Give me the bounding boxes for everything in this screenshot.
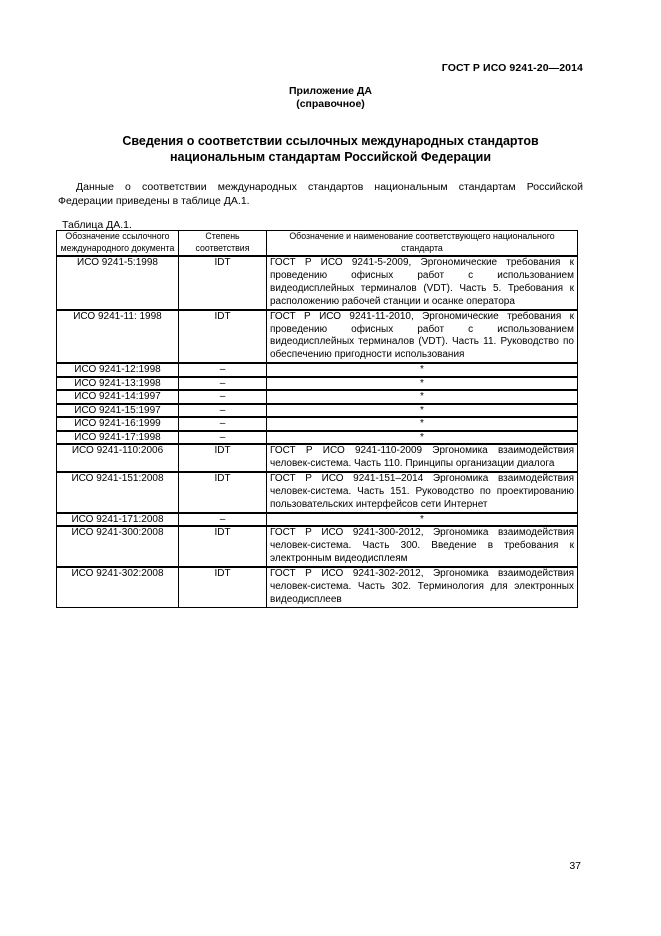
table-row xyxy=(57,256,578,310)
table-header-row xyxy=(57,231,578,257)
cell-international-code: ИСО 9241-13:1998 xyxy=(57,377,179,391)
cell-national-standard: * xyxy=(267,417,578,431)
cell-degree: – xyxy=(179,513,267,527)
correspondence-table xyxy=(56,230,578,608)
table-row xyxy=(57,310,578,364)
cell-degree: IDT xyxy=(179,567,267,607)
appendix-subtitle: (справочное) xyxy=(296,98,365,110)
cell-international-code: ИСО 9241-302:2008 xyxy=(57,567,179,607)
correspondence-table-container xyxy=(56,230,577,608)
table-row xyxy=(57,377,578,391)
section-title-line-1: Сведения о соответствии ссылочных международных стандартов xyxy=(122,134,539,148)
cell-national-standard: ГОСТ Р ИСО 9241-300-2012, Эргономика взаимодействия человек-система. Часть 300. Введение в требования к электронным видеодисплеям xyxy=(267,526,578,567)
cell-degree: – xyxy=(179,377,267,391)
appendix-title: Приложение ДА xyxy=(289,85,372,97)
cell-international-code: ИСО 9241-5:1998 xyxy=(57,256,179,310)
table-row xyxy=(57,472,578,513)
header-degree-of-correspondence: Степень соответствия xyxy=(179,231,267,257)
section-title xyxy=(0,133,661,165)
cell-degree: – xyxy=(179,390,267,404)
table-row xyxy=(57,567,578,607)
cell-national-standard: ГОСТ Р ИСО 9241-5-2009, Эргономические требования к проведению офисных работ с использованием видеодисплейных терминалов (VDT). Часть 5. Требования к расположению рабочей станции и осанке оператора xyxy=(267,256,578,310)
cell-international-code: ИСО 9241-14:1997 xyxy=(57,390,179,404)
cell-national-standard: * xyxy=(267,404,578,418)
cell-national-standard: ГОСТ Р ИСО 9241-151–2014 Эргономика взаимодействия человек-система. Часть 151. Руководство по проектированию пользовательских интерфейсов сети Интернет xyxy=(267,472,578,513)
cell-international-code: ИСО 9241-11: 1998 xyxy=(57,310,179,364)
cell-national-standard: ГОСТ Р ИСО 9241-302-2012, Эргономика взаимодействия человек-система. Часть 302. Терминология для электронных видеодисплеев xyxy=(267,567,578,607)
header-international-document: Обозначение ссылочного международного документа xyxy=(57,231,179,257)
cell-degree: – xyxy=(179,431,267,445)
page-number: 37 xyxy=(569,860,581,872)
table-row xyxy=(57,431,578,445)
cell-international-code: ИСО 9241-16:1999 xyxy=(57,417,179,431)
cell-national-standard: * xyxy=(267,431,578,445)
cell-national-standard: * xyxy=(267,363,578,377)
table-row xyxy=(57,513,578,527)
cell-international-code: ИСО 9241-171:2008 xyxy=(57,513,179,527)
cell-degree: IDT xyxy=(179,444,267,472)
cell-degree: IDT xyxy=(179,310,267,364)
document-header-code: ГОСТ Р ИСО 9241-20—2014 xyxy=(441,62,583,74)
cell-degree: IDT xyxy=(179,472,267,513)
cell-national-standard: * xyxy=(267,513,578,527)
cell-international-code: ИСО 9241-15:1997 xyxy=(57,404,179,418)
header-national-standard: Обозначение и наименование соответствующего национального стандарта xyxy=(267,231,578,257)
cell-national-standard: ГОСТ Р ИСО 9241-11-2010, Эргономические требования к проведению офисных работ с использованием видеодисплейных терминалов (VDT). Часть 11. Руководство по обеспечению пригодности использования xyxy=(267,310,578,364)
intro-paragraph: Данные о соответствии международных стандартов национальным стандартам Российской Федерации приведены в таблице ДА.1. xyxy=(58,181,583,207)
cell-national-standard: * xyxy=(267,377,578,391)
cell-international-code: ИСО 9241-17:1998 xyxy=(57,431,179,445)
cell-degree: IDT xyxy=(179,256,267,310)
cell-international-code: ИСО 9241-110:2006 xyxy=(57,444,179,472)
cell-international-code: ИСО 9241-12:1998 xyxy=(57,363,179,377)
cell-international-code: ИСО 9241-300:2008 xyxy=(57,526,179,567)
table-row xyxy=(57,444,578,472)
cell-national-standard: ГОСТ Р ИСО 9241-110-2009 Эргономика взаимодействия человек-система. Часть 110. Принципы организации диалога xyxy=(267,444,578,472)
appendix-heading xyxy=(0,85,661,111)
section-title-line-2: национальным стандартам Российской Федерации xyxy=(169,150,492,164)
table-row xyxy=(57,390,578,404)
cell-degree: – xyxy=(179,363,267,377)
table-row xyxy=(57,363,578,377)
table-row xyxy=(57,417,578,431)
cell-international-code: ИСО 9241-151:2008 xyxy=(57,472,179,513)
table-row xyxy=(57,404,578,418)
cell-degree: IDT xyxy=(179,526,267,567)
cell-national-standard: * xyxy=(267,390,578,404)
cell-degree: – xyxy=(179,417,267,431)
table-caption: Таблица ДА.1. xyxy=(62,219,132,231)
table-row xyxy=(57,526,578,567)
cell-degree: – xyxy=(179,404,267,418)
